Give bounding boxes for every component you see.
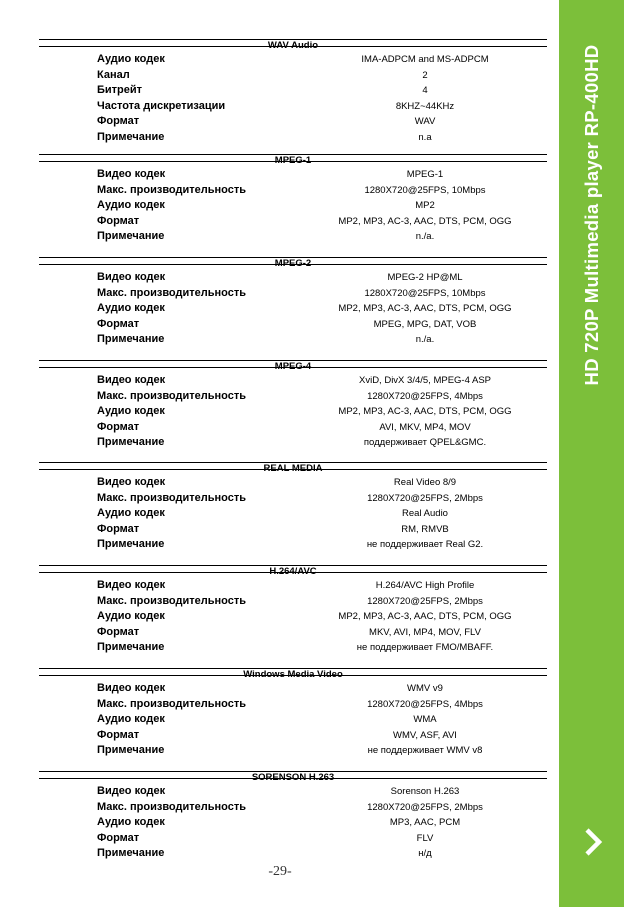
spec-row [0,332,560,347]
spec-row [0,846,560,861]
spec-label: Макс. производительность [97,491,246,504]
spec-row [0,728,560,743]
spec-label: Видео кодек [97,785,166,797]
spec-row [0,68,560,83]
spec-label: Макс. производительность [97,800,246,813]
section-title: MPEG-2 [274,258,312,269]
spec-row [0,373,560,388]
spec-value: не поддерживает FMO/MBAFF. [356,642,494,653]
spec-value: WMV v9 [407,683,443,694]
spec-label: Примечание [97,847,165,859]
spec-value: MPEG, MPG, DAT, VOB [373,318,477,330]
spec-label: Видео кодек [97,271,166,283]
spec-value: MP2, MP3, AC-3, AAC, DTS, PCM, OGG [338,611,512,622]
spec-label: Аудио кодек [97,610,165,622]
spec-label: Аудио кодек [97,199,165,211]
spec-value: 1280X720@25FPS, 2Mbps [367,801,483,813]
spec-value: MPEG-1 [406,169,444,180]
spec-value: AVI, MKV, MP4, MOV [379,421,471,433]
spec-row [0,183,560,198]
spec-value: n./a. [415,334,435,345]
sidebar-title: HD 720P Multimedia player RP-400HD [581,44,602,386]
spec-label: Формат [97,115,140,127]
spec-value: 1280X720@25FPS, 2Mbps [367,492,483,504]
spec-row [0,506,560,521]
spec-label: Примечание [97,333,165,345]
spec-label: Видео кодек [97,682,166,694]
spec-value: MP3, AAC, PCM [389,817,461,828]
spec-row [0,594,560,609]
spec-label: Аудио кодек [97,405,165,417]
spec-row [0,214,560,229]
spec-value: не поддерживает WMV v8 [367,745,483,756]
spec-row [0,198,560,213]
spec-value: 1280X720@25FPS, 2Mbps [367,595,483,607]
spec-row [0,167,560,182]
spec-row [0,784,560,799]
spec-row [0,491,560,506]
spec-row [0,317,560,332]
spec-value: не поддерживает Real G2. [366,539,484,550]
spec-row [0,301,560,316]
spec-value: WMV, ASF, AVI [393,729,457,741]
spec-label: Примечание [97,130,165,143]
spec-value: IMA-ADPCM and MS-ADPCM [361,54,489,65]
spec-row [0,83,560,98]
section-title: SORENSON H.263 [251,772,335,783]
spec-label: Формат [97,522,140,535]
spec-row [0,114,560,129]
spec-row [0,270,560,285]
spec-row [0,800,560,815]
spec-label: Аудио кодек [97,302,165,314]
spec-value: 1280X720@25FPS, 10Mbps [364,287,486,299]
spec-label: Примечание [97,744,165,756]
spec-row [0,697,560,712]
section-title: REAL MEDIA [263,463,323,474]
spec-row [0,578,560,593]
spec-row [0,609,560,624]
spec-value: WMA [413,714,437,725]
next-page-button[interactable] [580,822,606,862]
spec-label: Видео кодек [97,168,166,180]
spec-value: MKV, AVI, MP4, MOV, FLV [369,626,481,638]
spec-row [0,815,560,830]
spec-value: MP2, MP3, AC-3, AAC, DTS, PCM, OGG [338,215,512,227]
spec-value: 8KHZ~44KHz [395,100,455,112]
spec-value: н/д [418,848,432,859]
spec-label: Формат [97,625,140,638]
spec-label: Примечание [97,436,165,448]
spec-label: Макс. производительность [97,697,246,710]
spec-row [0,475,560,490]
spec-row [0,743,560,758]
spec-label: Формат [97,728,140,741]
spec-row [0,831,560,846]
spec-label: Видео кодек [97,476,166,488]
spec-row [0,420,560,435]
spec-value: WAV [414,116,436,127]
spec-value: поддерживает QPEL&GMC. [363,437,487,448]
spec-label: Канал [97,68,130,81]
spec-label: Примечание [97,230,165,242]
spec-row [0,681,560,696]
spec-label: Битрейт [97,84,143,96]
spec-row [0,435,560,450]
spec-label: Формат [97,317,140,330]
spec-row [0,640,560,655]
spec-value: 1280X720@25FPS, 4Mbps [367,390,483,402]
spec-value: MP2, MP3, AC-3, AAC, DTS, PCM, OGG [338,406,512,417]
section-title: WAV Audio [267,40,319,51]
section-title: MPEG-4 [274,361,312,372]
spec-row [0,286,560,301]
spec-label: Формат [97,420,140,433]
spec-label: Макс. производительность [97,183,246,196]
spec-value: 2 [422,69,428,81]
spec-row [0,404,560,419]
spec-label: Макс. производительность [97,594,246,607]
section-title: MPEG-1 [274,155,312,166]
spec-label: Формат [97,214,140,227]
spec-row [0,99,560,114]
spec-label: Макс. производительность [97,286,246,299]
spec-value: RM, RMVB [401,523,449,535]
spec-row [0,229,560,244]
spec-label: Макс. производительность [97,389,246,402]
spec-label: Примечание [97,641,165,653]
spec-value: 4 [422,85,428,96]
spec-label: Частота дискретизации [97,99,226,112]
spec-row [0,522,560,537]
page-number: -29- [268,864,292,879]
spec-value: 1280X720@25FPS, 10Mbps [364,184,486,196]
spec-label: Видео кодек [97,374,166,386]
spec-row [0,130,560,145]
spec-value: H.264/AVC High Profile [375,580,475,591]
spec-label: Формат [97,831,140,844]
spec-value: MPEG-2 HP@ML [387,272,463,283]
spec-value: 1280X720@25FPS, 4Mbps [367,698,483,710]
spec-row [0,625,560,640]
spec-value: MP2 [415,200,435,211]
spec-value: n.a [418,131,432,143]
spec-value: FLV [416,832,434,844]
spec-value: Sorenson H.263 [390,786,460,797]
spec-row [0,389,560,404]
section-title: Windows Media Video [243,669,343,680]
spec-value: XviD, DivX 3/4/5, MPEG-4 ASP [359,375,491,386]
spec-row [0,537,560,552]
section-title: H.264/AVC [269,566,317,577]
spec-label: Аудио кодек [97,713,165,725]
chevron-right-icon [580,822,606,862]
spec-value: Real Audio [402,508,448,519]
spec-row [0,52,560,67]
spec-label: Аудио кодек [97,816,165,828]
spec-label: Примечание [97,538,165,550]
spec-label: Аудио кодек [97,53,165,65]
spec-value: MP2, MP3, AC-3, AAC, DTS, PCM, OGG [338,303,512,314]
spec-value: Real Video 8/9 [393,477,457,488]
spec-label: Видео кодек [97,579,166,591]
spec-value: n./a. [415,231,435,242]
spec-row [0,712,560,727]
spec-label: Аудио кодек [97,507,165,519]
